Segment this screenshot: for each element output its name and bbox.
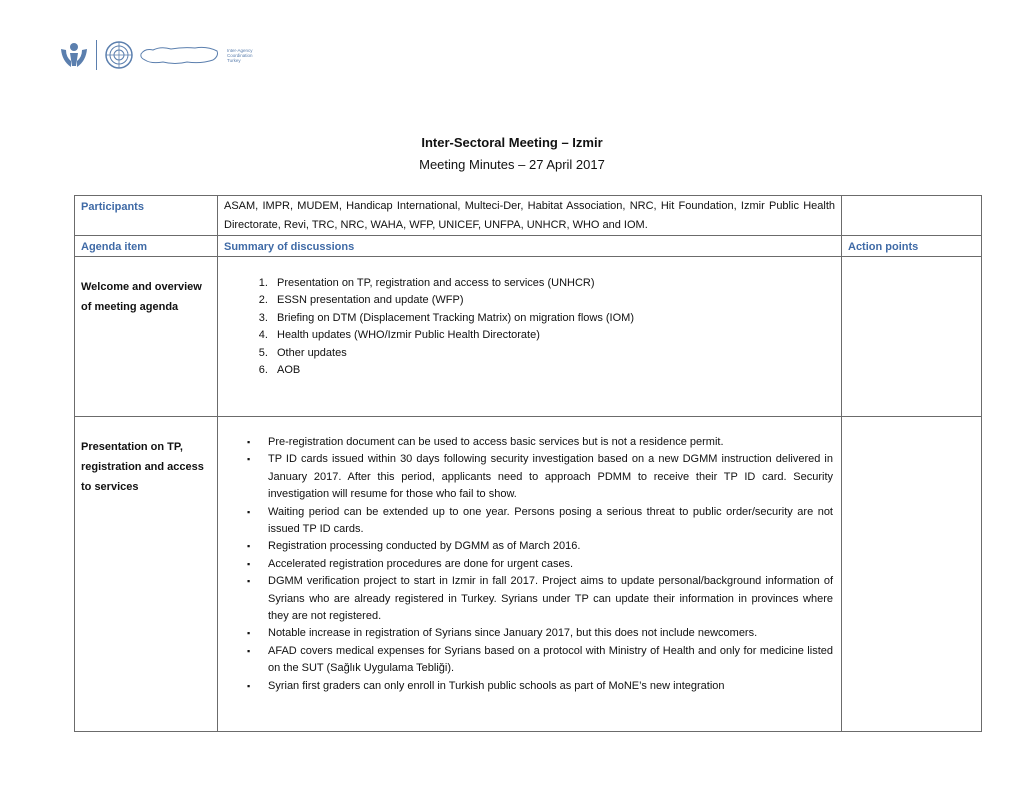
table-row xyxy=(75,417,982,732)
tp-summary xyxy=(218,417,842,732)
list-item: ▪ TP ID cards issued within 30 days following security investigation based on a new DGMM instruction delivered in January 2017. After this period, applicants need to approach PDMM to receive their TP ID card. Security investigation will resume for those who fail to show. xyxy=(268,451,833,503)
list-item: 4. Health updates (WHO/Izmir Public Health Directorate) xyxy=(271,327,835,344)
participants-row xyxy=(75,196,982,236)
org-name-text: Inter-Agency Coordination Turkey xyxy=(227,47,253,63)
agenda-list xyxy=(218,257,841,393)
un-emblem-icon xyxy=(103,39,135,71)
turkey-map-outline-icon xyxy=(139,42,221,68)
table-row xyxy=(75,257,982,417)
list-item: ▪ Syrian first graders can only enroll in Turkish public schools as part of MoNE’s new integration xyxy=(268,678,833,695)
logo-divider xyxy=(96,40,97,70)
minutes-table xyxy=(74,195,982,732)
list-item: ▪ AFAD covers medical expenses for Syrians based on a protocol with Ministry of Health and only for medicine listed on the SUT (Sağlık Uygulama Tebliği). xyxy=(268,643,833,678)
participants-empty-cell xyxy=(842,196,982,236)
header-agenda-item: Agenda item xyxy=(75,236,218,257)
list-item: ▪ Registration processing conducted by DGMM as of March 2016. xyxy=(268,538,833,555)
list-item: 5. Other updates xyxy=(271,345,835,362)
list-item: ▪ Notable increase in registration of Syrians since January 2017, but this does not include newcomers. xyxy=(268,625,833,642)
list-item: 1. Presentation on TP, registration and access to services (UNHCR) xyxy=(271,275,835,292)
agenda-topic: Welcome and overview of meeting agenda xyxy=(75,257,218,417)
header-action-points: Action points xyxy=(842,236,982,257)
tp-bullet-list xyxy=(218,417,841,695)
agenda-action-points xyxy=(842,257,982,417)
list-item: 6. AOB xyxy=(271,362,835,379)
tp-action-points xyxy=(842,417,982,732)
list-item: ▪ Accelerated registration procedures are done for urgent cases. xyxy=(268,556,833,573)
list-item: ▪ DGMM verification project to start in Izmir in fall 2017. Project aims to update personal/background information of Syrians who are already registered in Turkey. Syrians under TP can update their information in provinces where they are not registered. xyxy=(268,573,833,625)
list-item: 2. ESSN presentation and update (WFP) xyxy=(271,292,835,309)
participants-list: ASAM, IMPR, MUDEM, Handicap International, Multeci-Der, Habitat Association, NRC, Hit Foundation, Izmir Public Health Directorate, Revi, TRC, NRC, WAHA, WFP, UNICEF, UNFPA, UNHCR, WHO and IOM. xyxy=(218,196,842,236)
header-row xyxy=(75,236,982,257)
participants-label: Participants xyxy=(75,196,218,236)
list-item: ▪ Pre-registration document can be used to access basic services but is not a residence permit. xyxy=(268,434,833,451)
document-subtitle: Meeting Minutes – 27 April 2017 xyxy=(419,157,605,172)
document-title: Inter-Sectoral Meeting – Izmir xyxy=(421,135,603,150)
agenda-summary xyxy=(218,257,842,417)
document-header xyxy=(0,133,1024,174)
header-summary: Summary of discussions xyxy=(218,236,842,257)
header-logo xyxy=(58,38,259,72)
hands-person-logo-icon xyxy=(58,39,90,71)
list-item: ▪ Waiting period can be extended up to one year. Persons posing a serious threat to public order/security are not issued TP ID cards. xyxy=(268,504,833,539)
list-item: 3. Briefing on DTM (Displacement Tracking Matrix) on migration flows (IOM) xyxy=(271,310,835,327)
tp-topic: Presentation on TP, registration and access to services xyxy=(75,417,218,732)
